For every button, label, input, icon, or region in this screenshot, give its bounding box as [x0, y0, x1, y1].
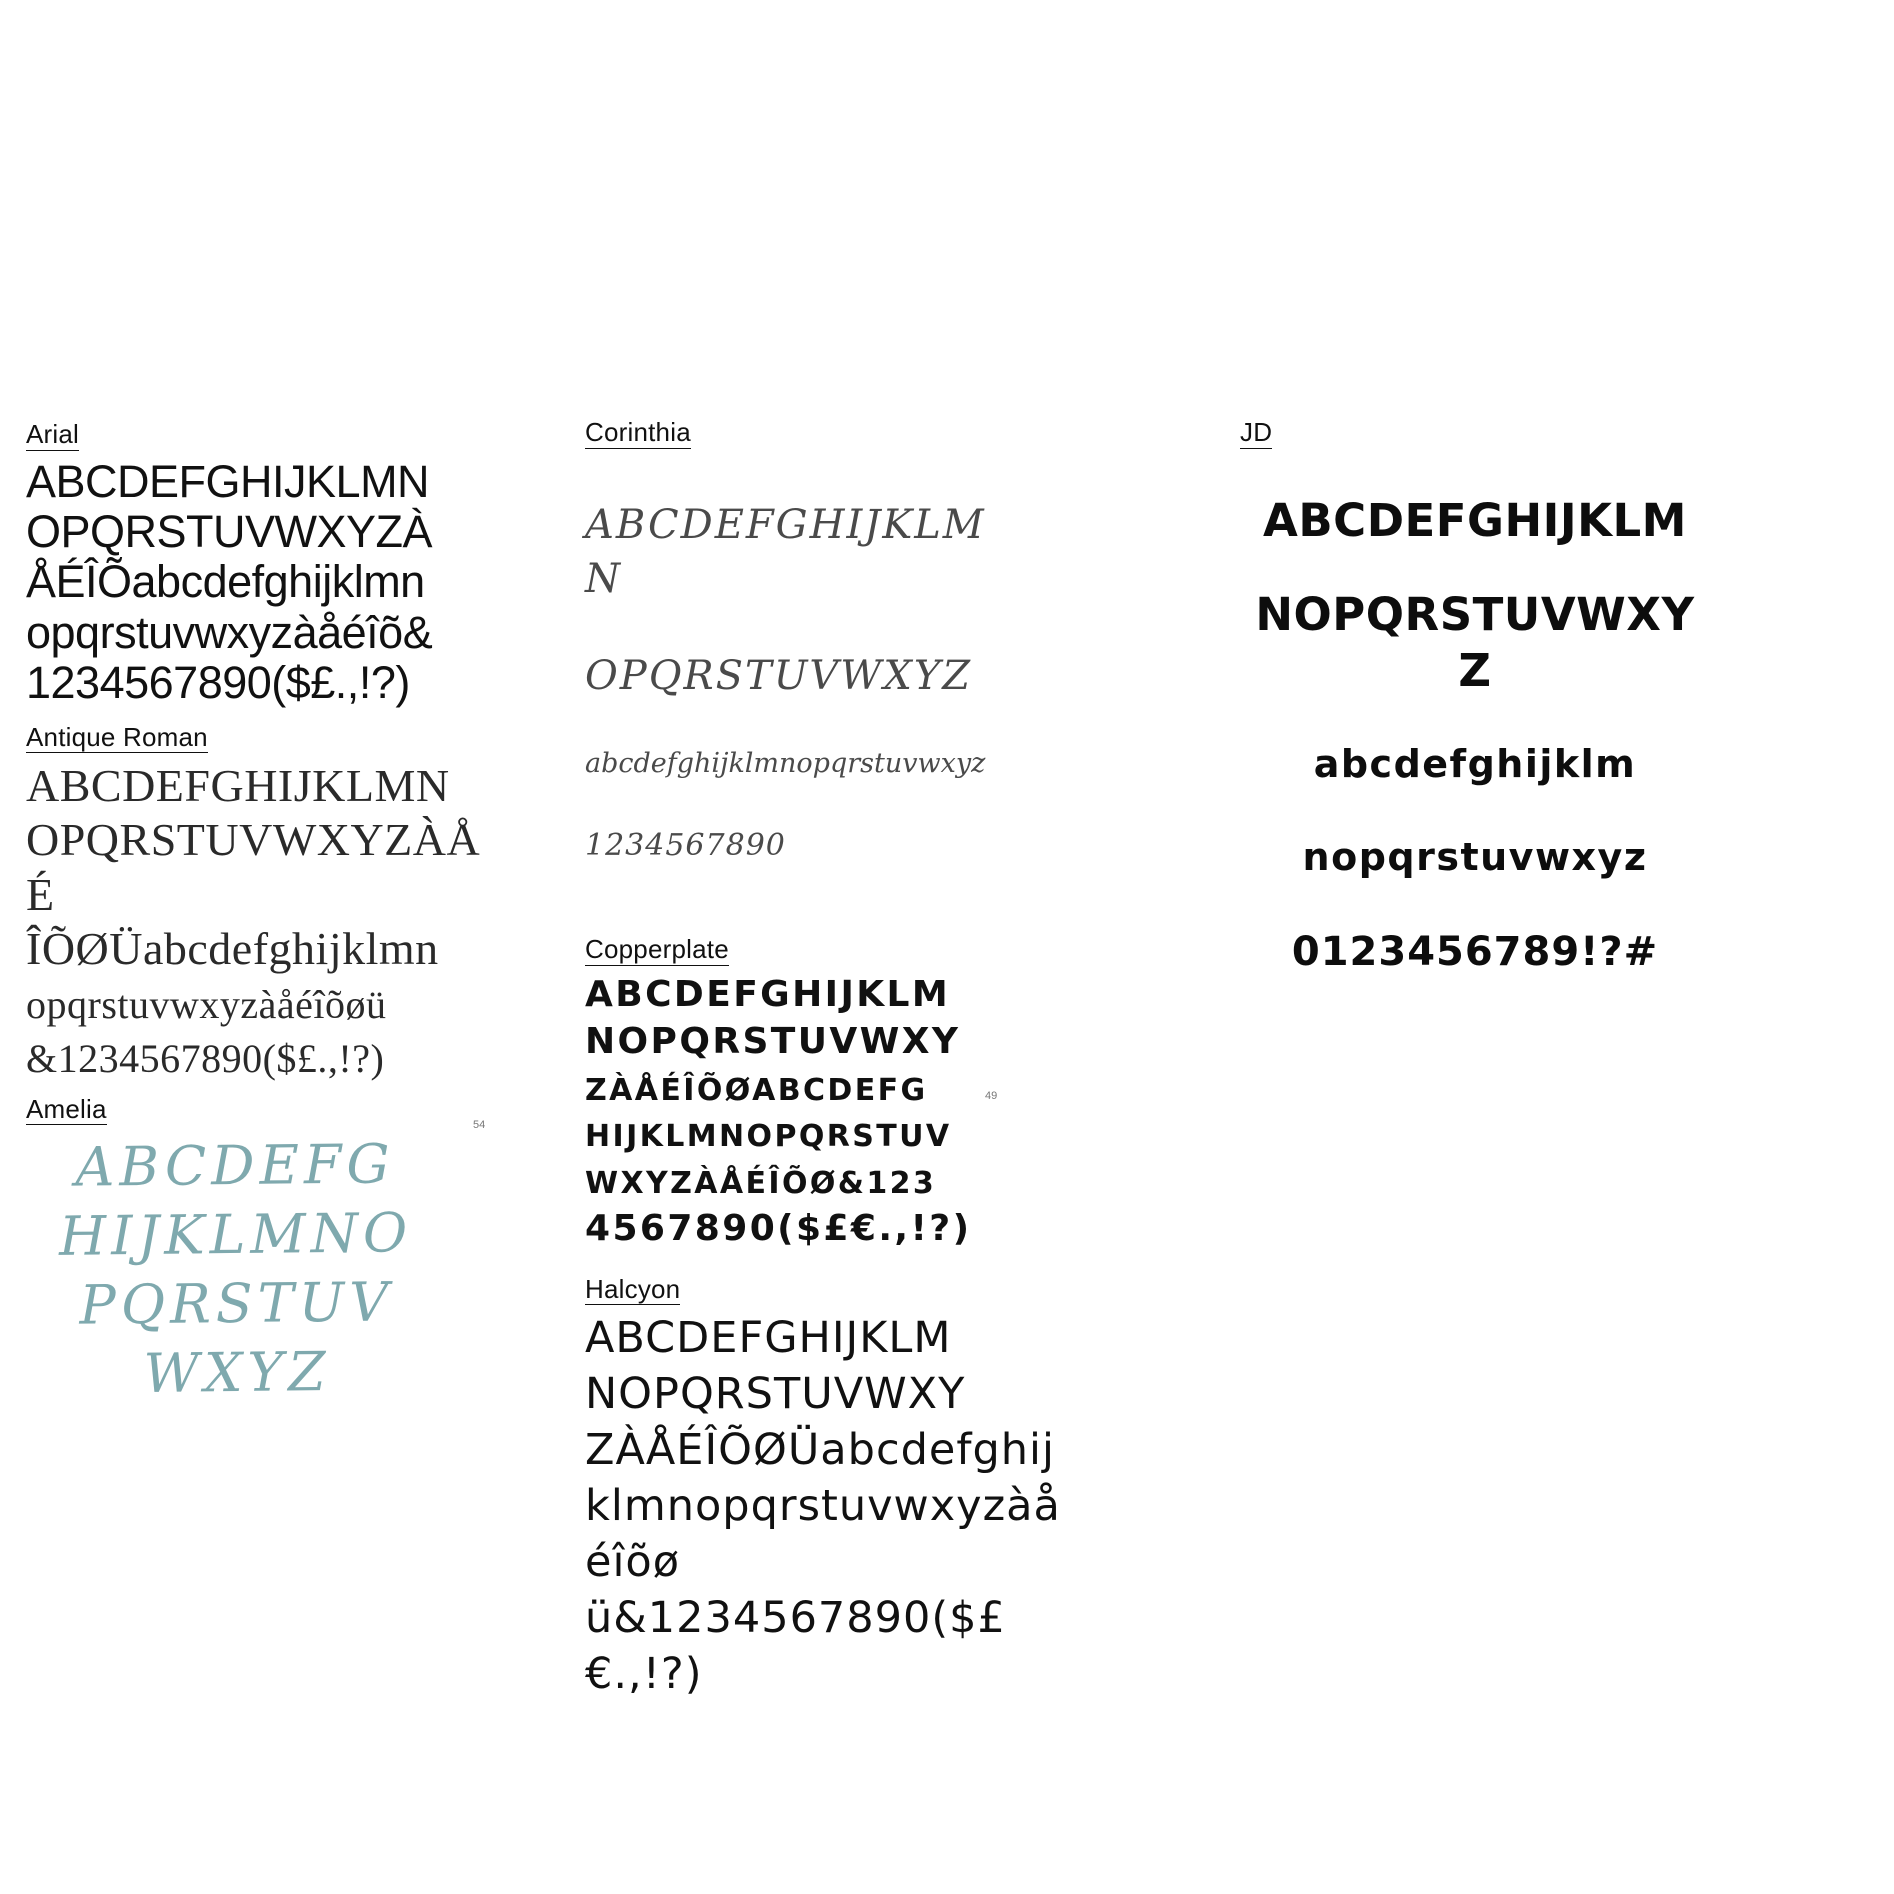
sample-line: 1234567890($£.,!?)	[26, 657, 410, 709]
sample-line: klmnopqrstuvwxyzàåéîõø	[585, 1481, 1061, 1587]
specimen-sample-halcyon	[585, 1311, 1085, 1702]
sample-line: 4567890($£€.,!?)	[585, 1208, 972, 1250]
specimen-sample-corinthia	[585, 455, 1015, 910]
sample-line: NOPQRSTUVWXY	[585, 1369, 966, 1420]
sample-line: abcdefghijklm	[1313, 742, 1637, 787]
sample-line: HIJKLMNO	[58, 1201, 413, 1269]
specimen-label-antique-roman: Antique Roman	[26, 721, 208, 752]
sample-line: ABCDEFGHIJKLMN	[26, 760, 450, 812]
sample-line: ABCDEFGHIJKLMN	[585, 501, 986, 602]
page-mark-54: 54	[473, 1119, 486, 1131]
sample-line: WXYZ	[143, 1340, 331, 1406]
sample-line: OPQRSTUVWXYZ	[585, 652, 973, 699]
specimen-arial	[26, 420, 496, 709]
specimen-jd	[1240, 418, 1760, 1018]
sample-line: &1234567890($£.,!?)	[26, 1036, 385, 1082]
specimen-sample-antique-roman	[26, 759, 481, 1085]
sample-line: ABCDEFGHIJKLM	[585, 974, 951, 1016]
sample-line: OPQRSTUVWXYZÀ	[26, 505, 433, 557]
sample-line: 0123456789!?#	[1291, 928, 1659, 975]
sample-line: nopqrstuvwxyz	[1302, 835, 1648, 880]
column-middle	[585, 418, 1075, 1709]
specimen-label-corinthia: Corinthia	[585, 417, 691, 447]
sample-line: WXYZÀÅÉÎÕØ&123	[585, 1166, 937, 1202]
column-right	[1240, 418, 1760, 1024]
sample-line: PQRSTUV	[79, 1270, 394, 1338]
specimen-sample-arial	[26, 457, 456, 709]
sample-line: ü&1234567890($£€.,!?)	[585, 1592, 1006, 1699]
sample-line: opqrstuvwxyzàåéîõ&	[26, 606, 433, 658]
specimen-sample-copperplate	[585, 972, 985, 1253]
sample-line: ZÀÅÉÎÕØÜabcdefghij	[585, 1425, 1055, 1476]
sample-line: 1234567890	[585, 827, 786, 863]
sample-line: ÅÉÎÕabcdefghijklmn	[26, 556, 425, 608]
specimen-label-halcyon: Halcyon	[585, 1273, 681, 1304]
specimen-label-amelia: Amelia	[26, 1093, 107, 1124]
sample-line: OPQRSTUVWXYZÀÅÉ	[26, 814, 481, 920]
specimen-sample-amelia	[25, 1129, 448, 1410]
specimen-amelia	[26, 1095, 496, 1408]
specimen-label-copperplate: Copperplate	[585, 934, 729, 965]
sample-line: ABCDEFGHIJKLM	[585, 1313, 952, 1364]
sample-line: ZÀÅÉÎÕØABCDEFG	[585, 1072, 928, 1108]
specimen-antique-roman	[26, 723, 496, 1085]
specimen-sample-jd	[1240, 455, 1710, 1018]
column-left	[26, 420, 496, 1414]
sample-line: ABCDEFG	[74, 1132, 395, 1200]
specimen-copperplate	[585, 935, 1075, 1252]
specimen-halcyon	[585, 1275, 1075, 1703]
sample-line: abcdefghijklmnopqrstuvwxyz	[585, 748, 986, 780]
sample-line: HIJKLMNOPQRSTUV	[585, 1119, 952, 1155]
sample-line: opqrstuvwxyzàåéîõøü	[26, 982, 387, 1028]
sample-line: ABCDEFGHIJKLM	[1263, 493, 1687, 547]
page-mark-49: 49	[985, 1090, 998, 1102]
specimen-corinthia	[585, 418, 1075, 909]
sample-line: NOPQRSTUVWXYZ	[1255, 587, 1695, 698]
specimen-label-arial: Arial	[26, 419, 80, 449]
sample-line: ABCDEFGHIJKLMN	[26, 455, 430, 507]
specimen-label-jd: JD	[1240, 417, 1273, 447]
sample-line: ÎÕØÜabcdefghijklmn	[26, 922, 439, 974]
sample-line: NOPQRSTUVWXY	[585, 1020, 961, 1062]
